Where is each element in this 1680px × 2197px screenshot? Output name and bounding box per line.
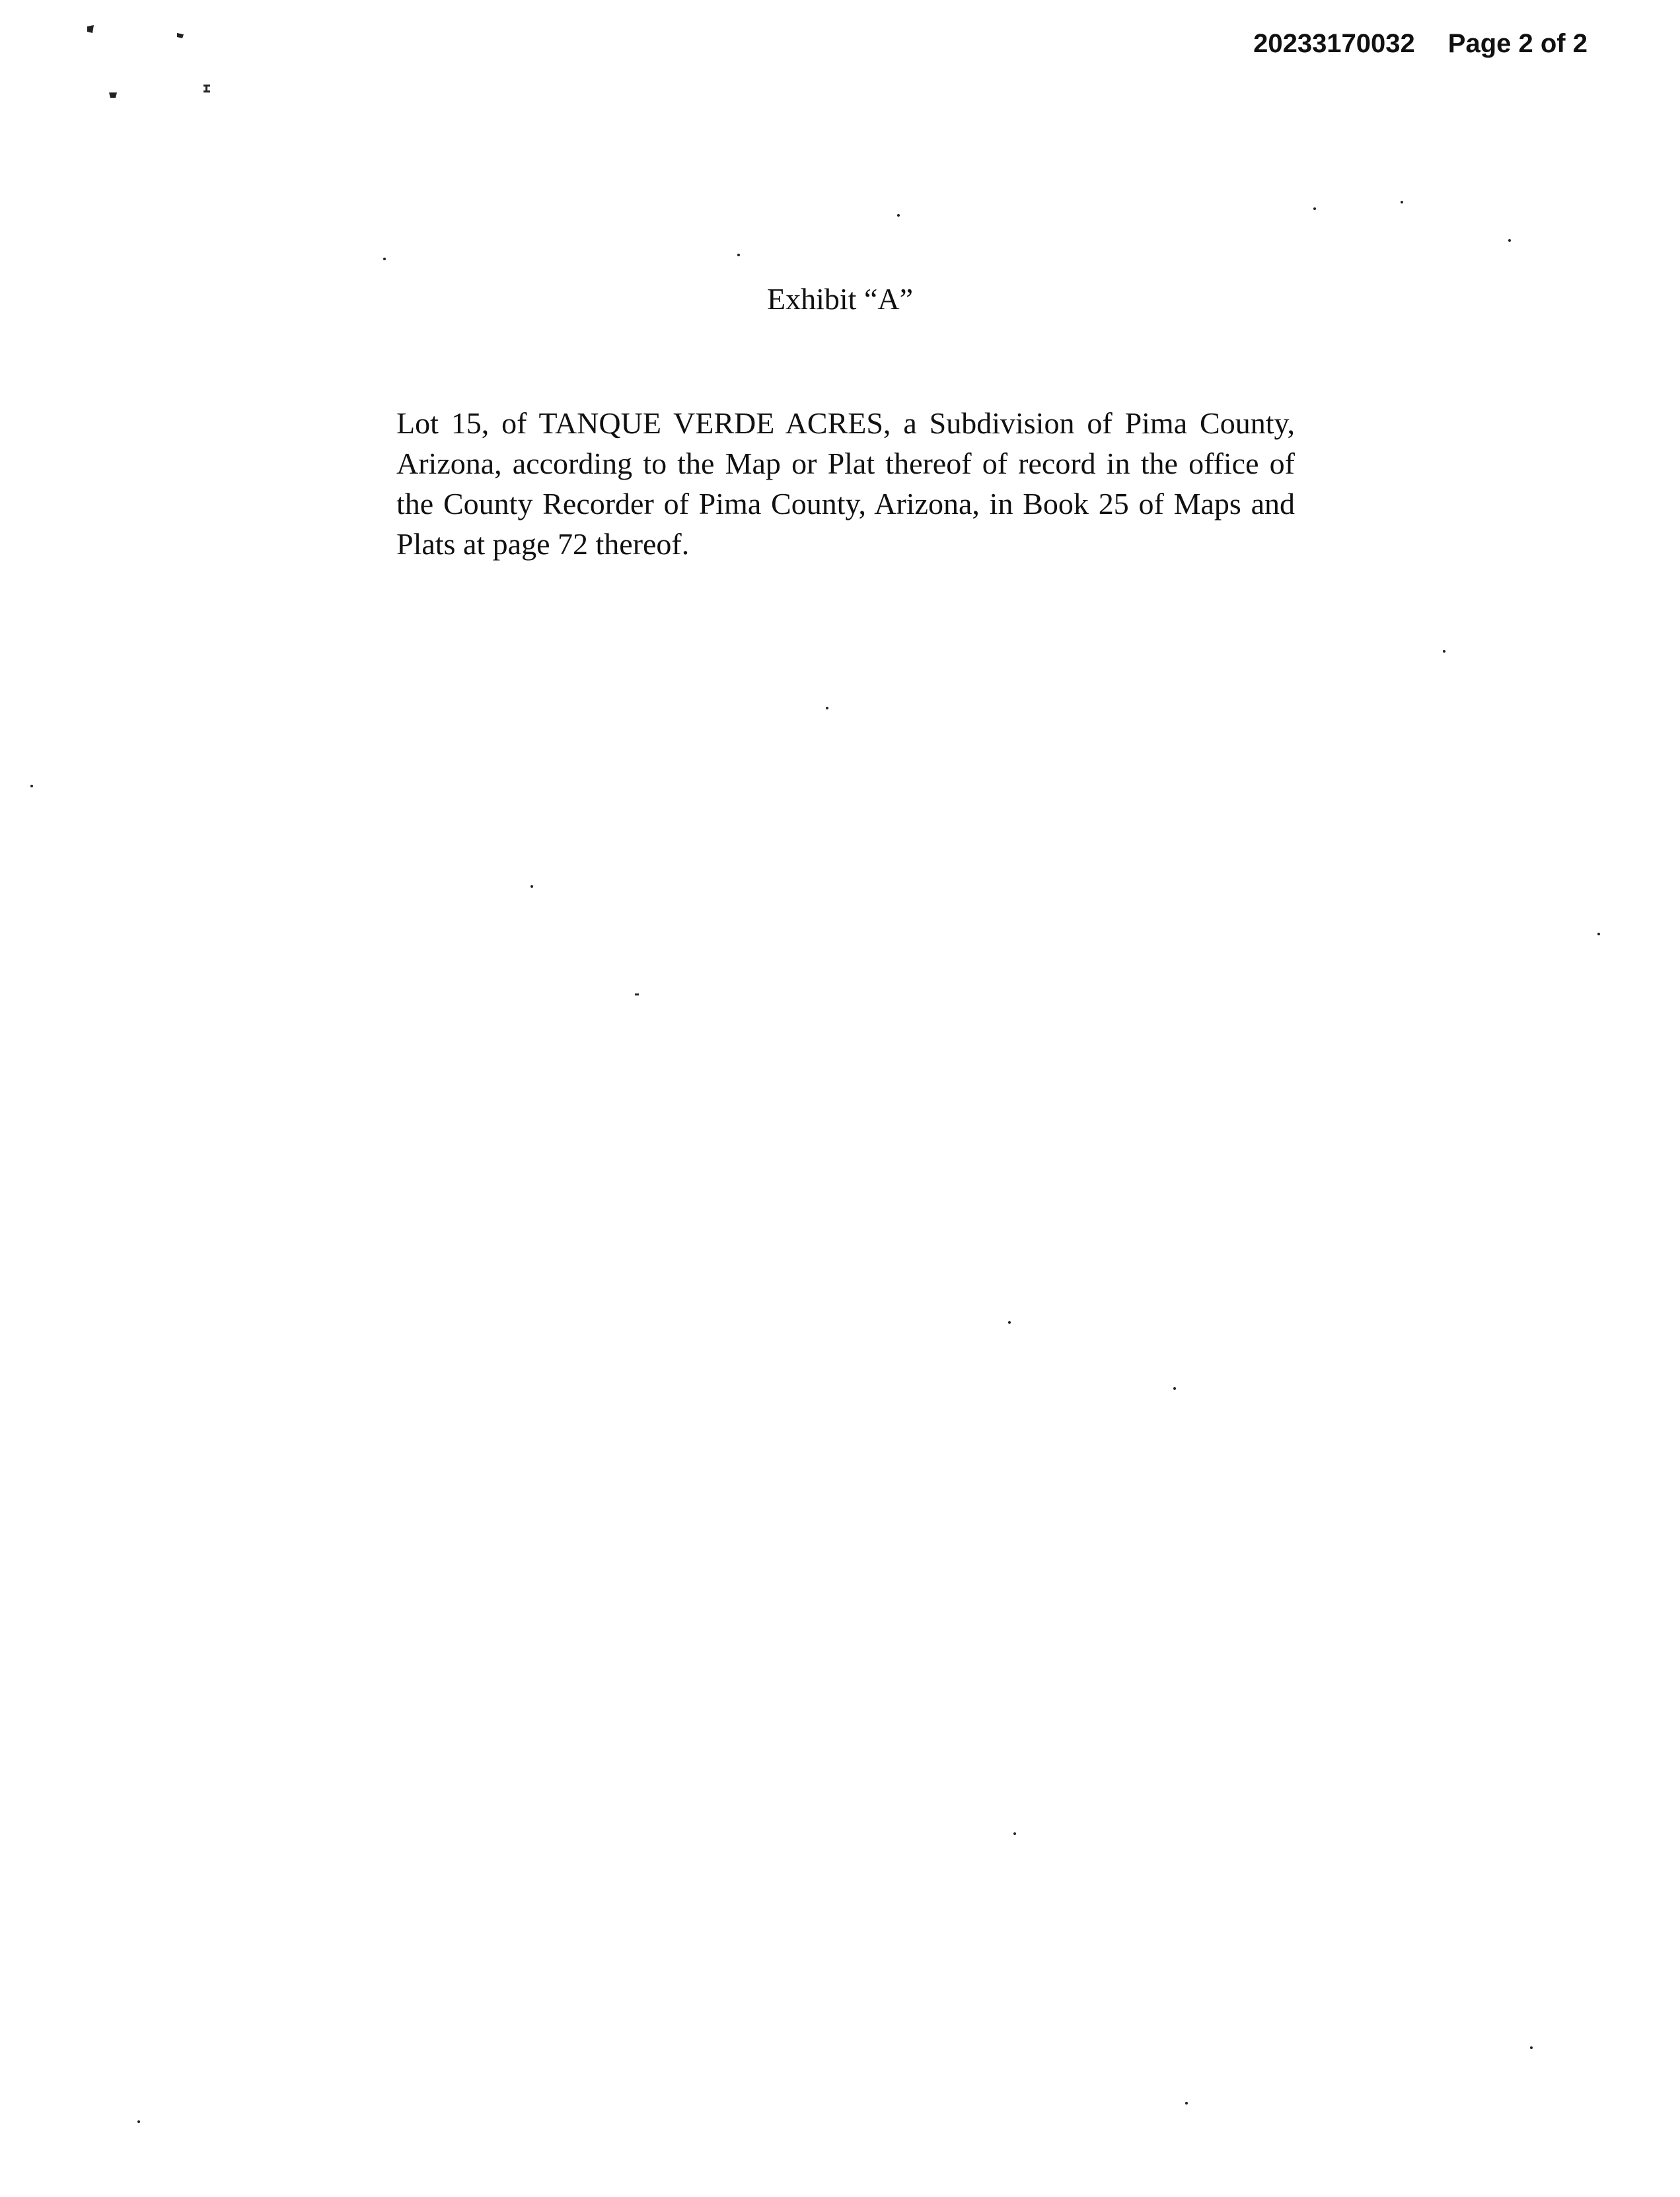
scan-speck — [177, 33, 184, 38]
scan-speck — [737, 254, 740, 256]
scan-speck — [1185, 2102, 1188, 2105]
scan-speck — [203, 90, 210, 92]
scan-speck — [1173, 1387, 1176, 1390]
scan-speck — [1530, 2046, 1533, 2049]
scan-speck — [1443, 650, 1445, 653]
scan-speck — [826, 707, 828, 709]
scan-speck — [1508, 239, 1511, 242]
scan-speck — [87, 25, 94, 33]
scan-speck — [635, 993, 639, 995]
scan-speck — [203, 85, 210, 87]
scan-speck — [205, 87, 207, 91]
exhibit-title: Exhibit “A” — [767, 282, 913, 316]
scan-speck — [530, 885, 533, 888]
scan-speck — [1401, 201, 1403, 203]
recording-header — [1253, 30, 1588, 57]
scan-speck — [1313, 207, 1316, 210]
scan-speck — [897, 214, 900, 217]
scan-speck — [1013, 1832, 1016, 1835]
scan-speck — [30, 785, 33, 787]
scan-speck — [1597, 933, 1600, 935]
scan-speck — [1008, 1321, 1011, 1324]
scan-speck — [137, 2120, 140, 2123]
legal-description: Lot 15, of TANQUE VERDE ACRES, a Subdivision of Pima County, Arizona, according to the Map or Plat thereof of record in the office of the County Recorder of Pima County, Arizona, in Book 25 of Maps and Plats at page 72 thereof. — [396, 406, 1295, 561]
scan-speck — [383, 258, 386, 260]
scan-speck — [109, 92, 117, 98]
page-indicator: Page 2 of 2 — [1447, 29, 1588, 58]
document-number: 20233170032 — [1253, 29, 1415, 58]
